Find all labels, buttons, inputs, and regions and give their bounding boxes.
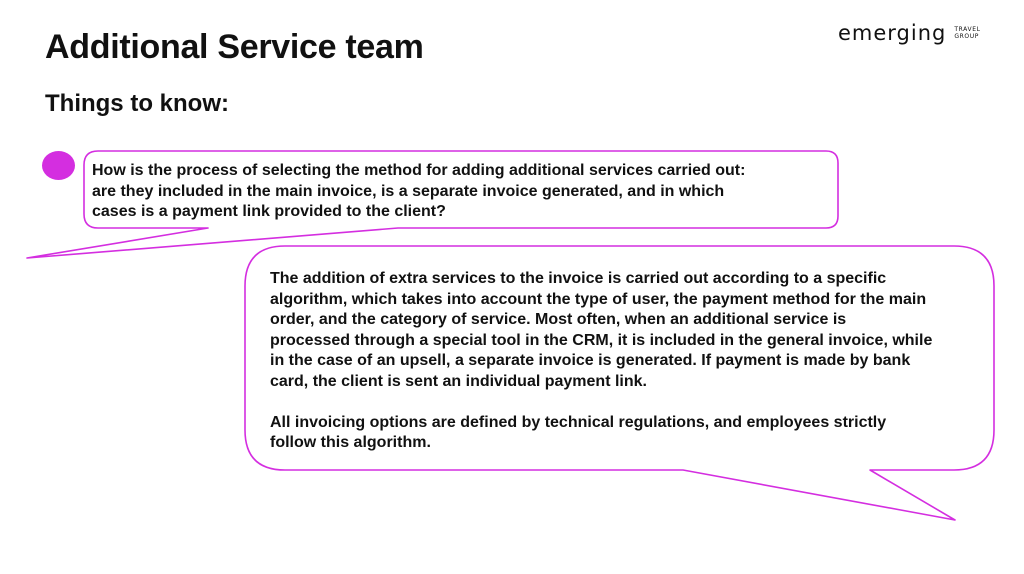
slide-title: Additional Service team [45,28,424,66]
answer-line: processed through a special tool in the CRM, it is included in the general invoice, while [270,331,933,349]
logo-subtext-line2: GROUP [954,33,979,40]
answer-text [270,269,990,454]
answer-line: algorithm, which takes into account the type of user, the payment method for the main [270,290,927,308]
paragraph-gap [270,392,990,413]
slide-subtitle: Things to know: [45,90,229,117]
answer-line: The addition of extra services to the invoice is carried out according to a specific [270,270,887,287]
logo-subtext-line1: TRAVEL [954,26,981,33]
question-line: are they included in the main invoice, is a separate invoice generated, and in which [92,182,725,200]
answer-line: in the case of an upsell, a separate invoice is generated. If payment is made by bank [270,352,911,369]
answer-line: order, and the category of service. Most often, when an additional service is [270,311,847,328]
question-line: cases is a payment link provided to the client? [92,203,446,220]
answer-line: follow this algorithm. [270,434,431,451]
question-line: How is the process of selecting the method for adding additional services carried out: [92,162,746,179]
answer-line: card, the client is sent an individual payment link. [270,372,647,390]
answer-line: All invoicing options are defined by technical regulations, and employees strictly [270,413,887,431]
logo-wordmark: emerging [838,21,947,45]
question-text [92,161,832,223]
